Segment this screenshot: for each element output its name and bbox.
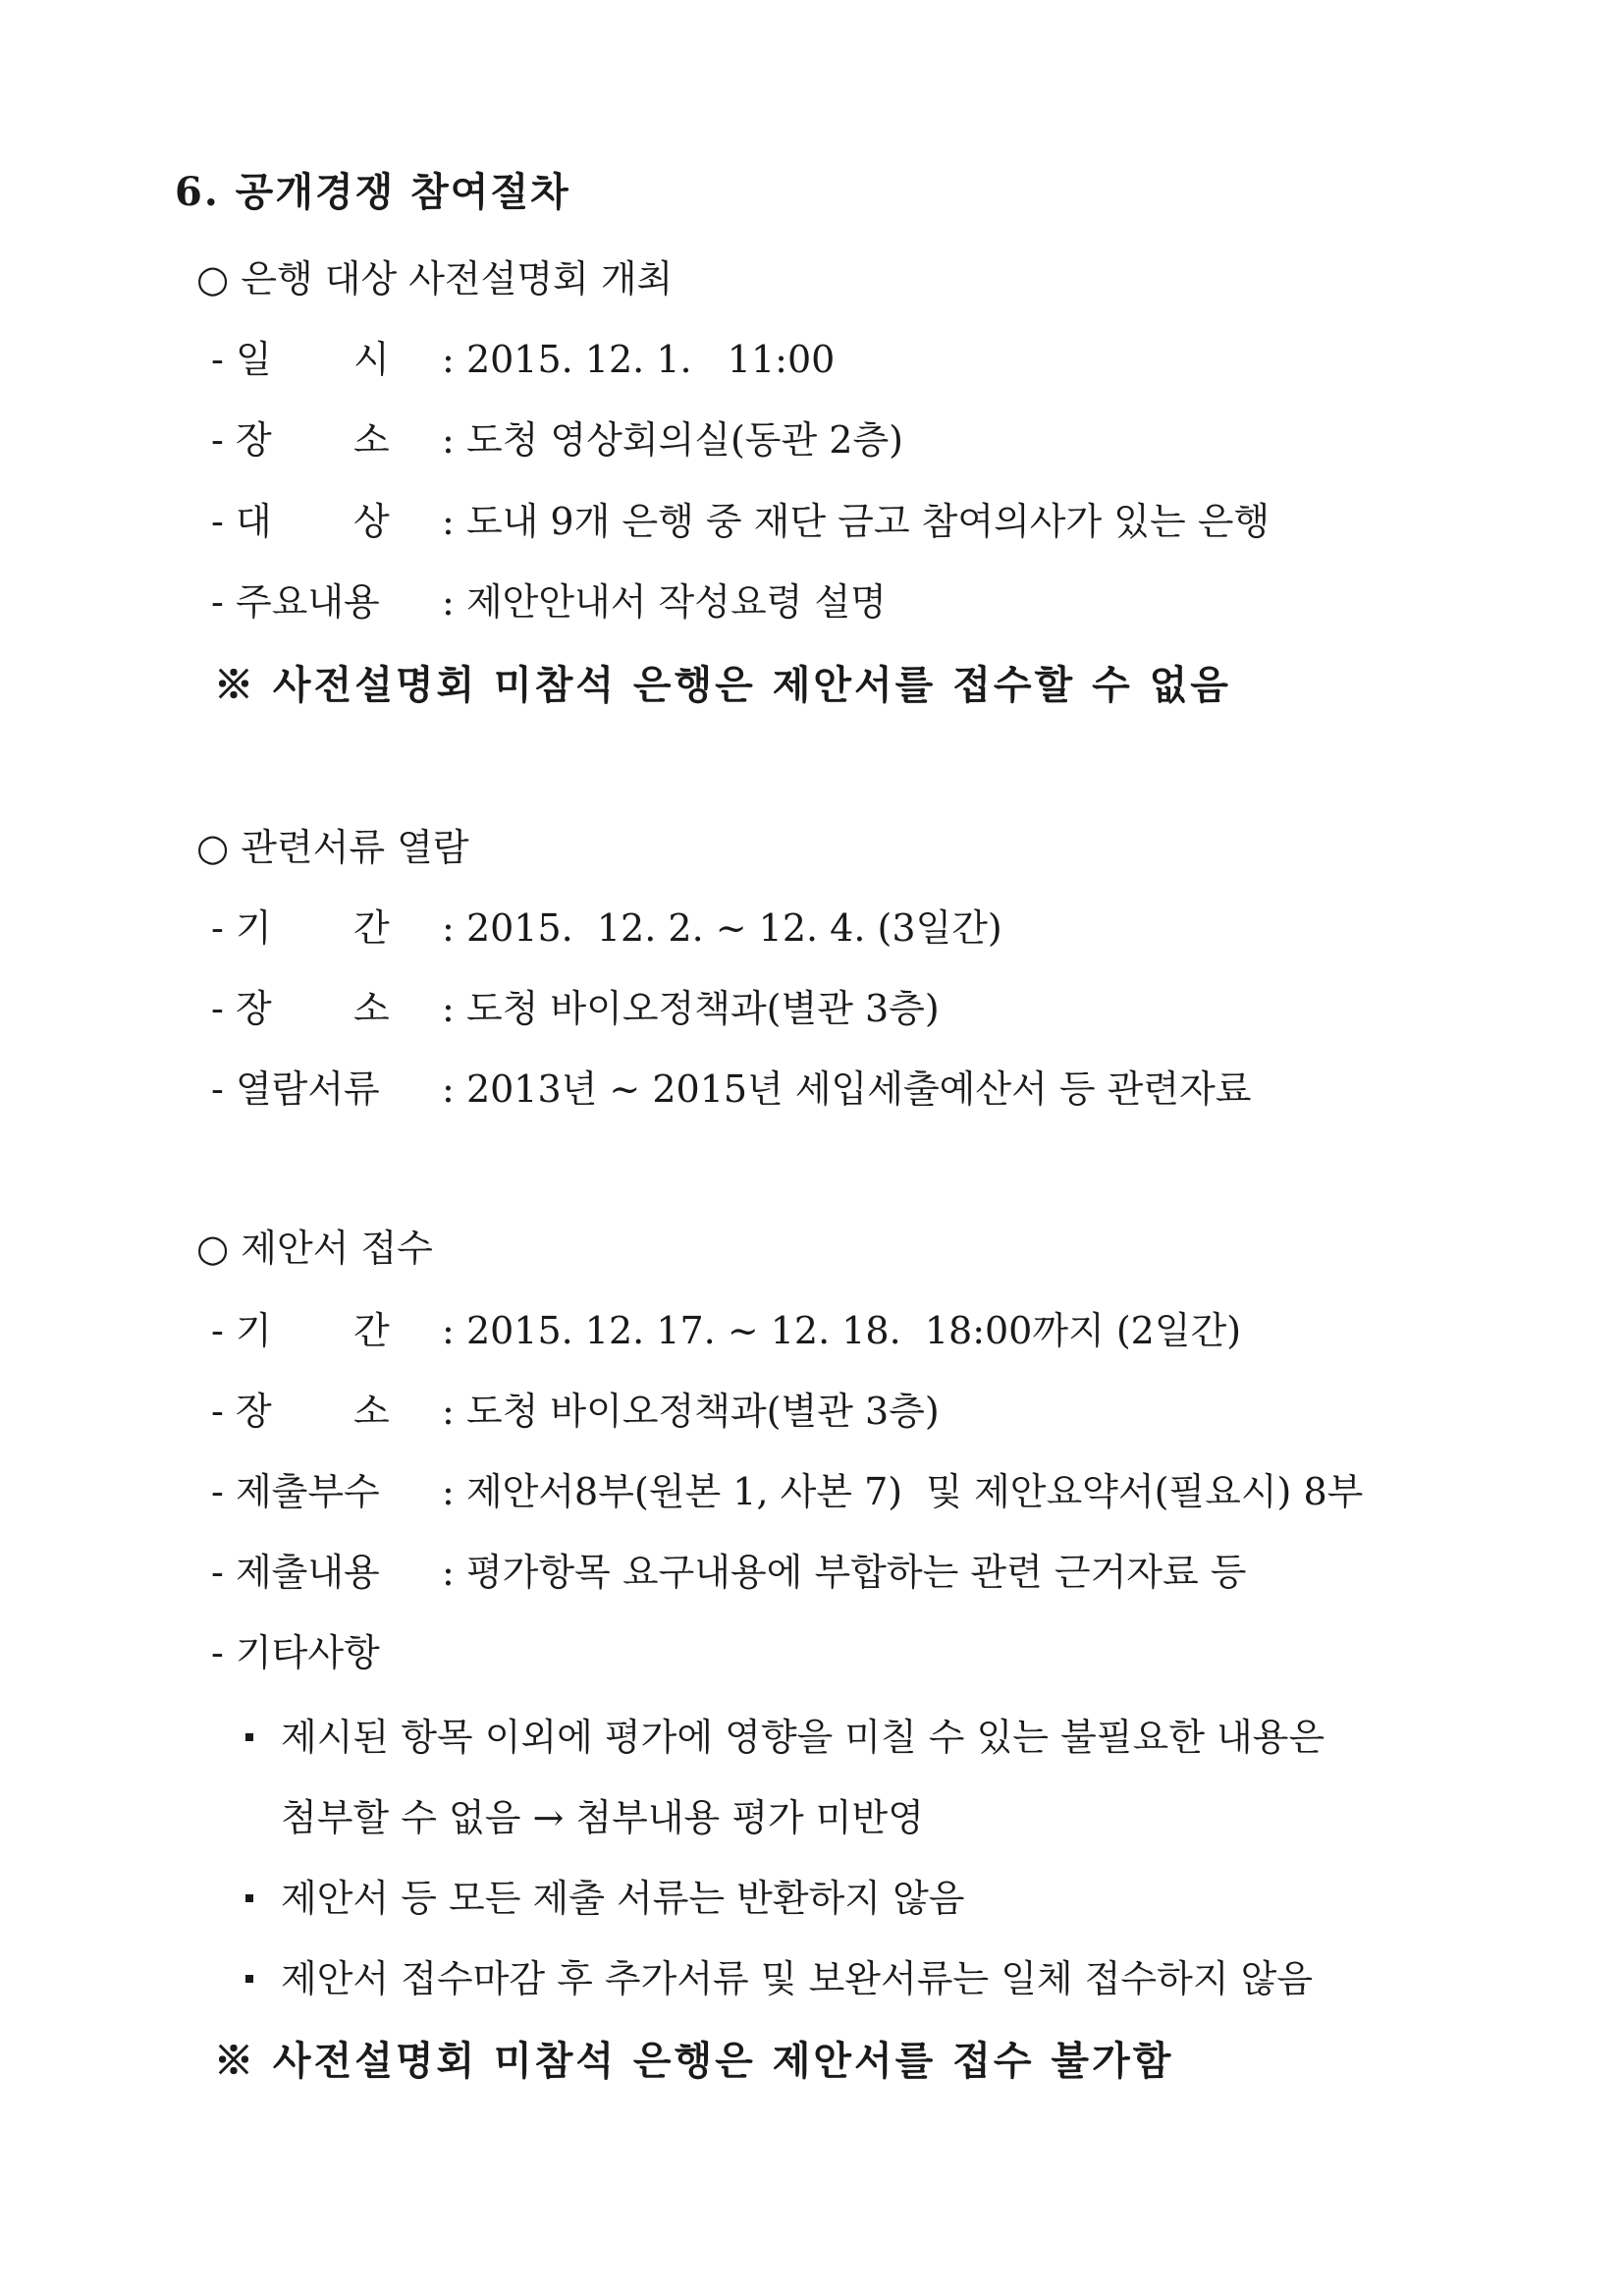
section3-subitem-3: 제안서 접수마감 후 추가서류 및 보완서류는 일체 접수하지 않음 (245, 1953, 1313, 2004)
section2-title: ○ 관련서류 열람 (196, 826, 469, 869)
section3-item-copies: - 제출부수 : 제안서8부(원본 1, 사본 7) 및 제안요약서(필요시) 8부 (211, 1470, 1364, 1513)
section1-item-content: - 주요내용 : 제안안내서 작성요령 설명 (211, 580, 887, 624)
section3-note: ※ 사전설명회 미참석 은행은 제안서를 접수 불가함 (214, 2038, 1174, 2084)
section2-item-documents: - 열람서류 : 2013년 ~ 2015년 세입세출예산서 등 관련자료 (211, 1067, 1252, 1111)
section3-item-content: - 제출내용 : 평가항목 요구내용에 부합하는 관련 근거자료 등 (211, 1551, 1247, 1594)
section3-subitem-1: 제시된 항목 이외에 평가에 영향을 미칠 수 있는 불필요한 내용은 (245, 1712, 1325, 1763)
section1-title: ○ 은행 대상 사전설명회 개최 (196, 257, 674, 301)
section2-item-place: - 장 소 : 도청 바이오정책과(별관 3층) (211, 987, 940, 1030)
section2-item-period: - 기 간 : 2015. 12. 2. ~ 12. 4. (3일간) (211, 906, 1002, 950)
section3-item-period: - 기 간 : 2015. 12. 17. ~ 12. 18. 18:00까지 (2일간) (211, 1309, 1242, 1352)
section1-note: ※ 사전설명회 미참석 은행은 제안서를 접수할 수 없음 (214, 662, 1231, 708)
section3-title: ○ 제안서 접수 (196, 1227, 433, 1270)
section-heading: 6. 공개경쟁 참여절차 (175, 169, 570, 215)
square-bullet-icon (245, 1975, 253, 1983)
section3-subitem-1-cont: 첨부할 수 없음 → 첨부내용 평가 미반영 (281, 1796, 924, 1839)
section1-item-target: - 대 상 : 도내 9개 은행 중 재단 금고 참여의사가 있는 은행 (211, 500, 1271, 543)
square-bullet-icon (245, 1894, 253, 1902)
section3-subitem-2: 제안서 등 모든 제출 서류는 반환하지 않음 (245, 1873, 965, 1924)
section3-item-place: - 장 소 : 도청 바이오정책과(별관 3층) (211, 1390, 940, 1433)
square-bullet-icon (245, 1733, 253, 1741)
section3-item-other: - 기타사항 (211, 1631, 380, 1674)
section1-item-place: - 장 소 : 도청 영상회의실(동관 2층) (211, 418, 904, 462)
section1-item-datetime: - 일 시 : 2015. 12. 1. 11:00 (211, 338, 836, 381)
